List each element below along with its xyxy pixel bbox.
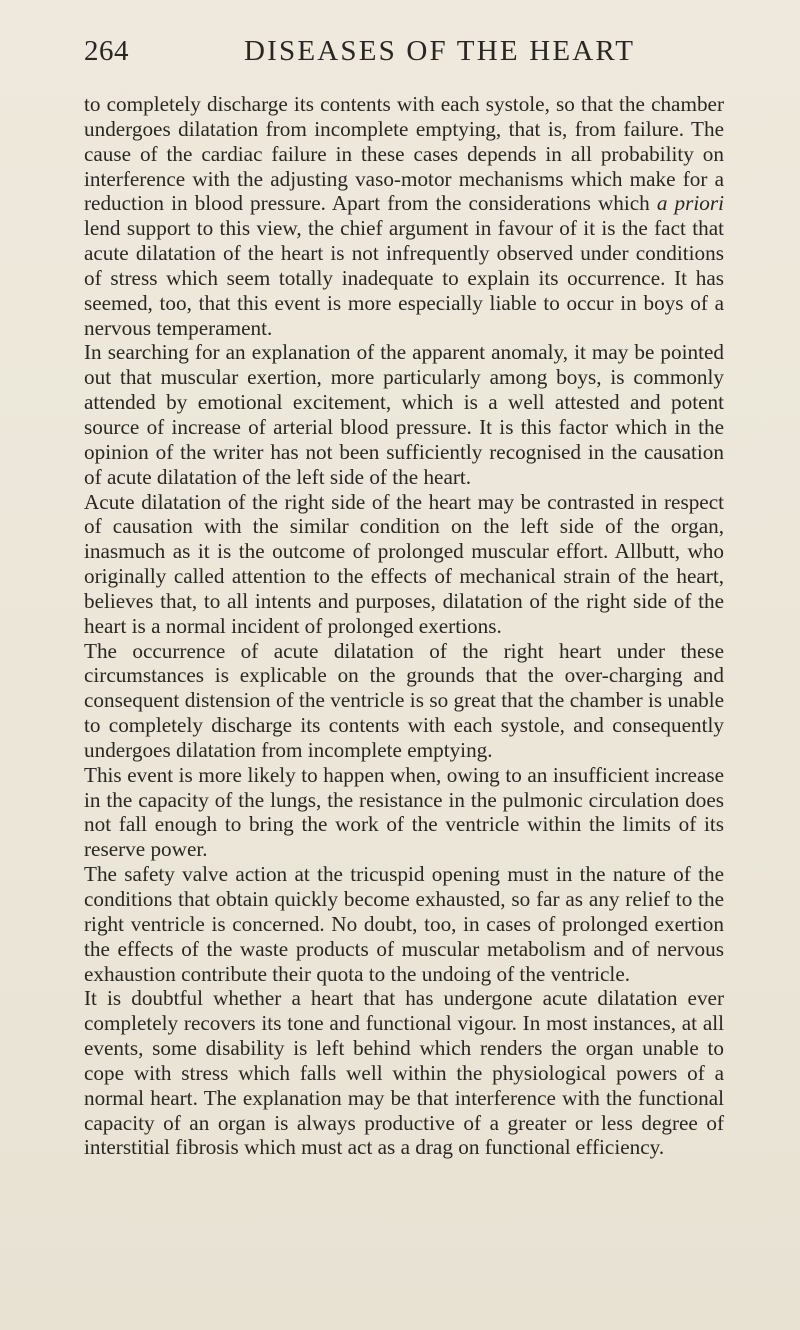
paragraph-3: Acute dilatation of the right side of the heart may be contrasted in respect of causation with the similar condition on the left side of the organ, inasmuch as it is the outcome of prolonged muscular effort. Allbutt, who originally called attention to the effects of mechanical strain of the heart, believes that, to all intents and purposes, dilatation of the right side of the heart is a normal incident of prolonged exertions.	[84, 489, 724, 638]
paragraph-2: In searching for an explanation of the apparent anomaly, it may be pointed out that muscular exertion, more particularly among boys, is commonly attended by emotional excitement, which is a well attested and potent source of increase of arterial blood pressure. It is this factor which in the opinion of the writer has not been sufficiently recognised in the causation of acute dilatation of the left side of the heart.	[84, 340, 724, 489]
paragraph-1	[84, 92, 724, 340]
paragraph-1-text-before: to completely discharge its contents with each systole, so that the chamber undergoes dilatation from incomplete emptying, that is, from failure. The cause of the cardiac failure in these cases depends in all probability on interference with the adjusting vaso-motor mechanisms which make for a reduction in blood pressure. Apart from the considerations which	[84, 92, 724, 216]
paragraph-4: The occurrence of acute dilatation of the right heart under these circumstances is explicable on the grounds that the over-charging and consequent distension of the ventricle is so great that the chamber is unable to completely discharge its contents with each systole, and consequently undergoes dilatation from incomplete emptying.	[84, 638, 724, 762]
page-header	[84, 34, 724, 74]
body-text	[84, 92, 724, 1160]
page-number: 264	[84, 35, 129, 67]
paragraph-7: It is doubtful whether a heart that has undergone acute dilatation ever completely recovers its tone and functional vigour. In most instances, at all events, some disability is left behind which renders the organ unable to cope with stress which falls well within the physiological powers of a normal heart. The explanation may be that interference with the functional capacity of an organ is always productive of a greater or less degree of interstitial fibrosis which must act as a drag on functional efficiency.	[84, 986, 724, 1160]
paragraph-6: The safety valve action at the tricuspid opening must in the nature of the conditions that obtain quickly become exhausted, so far as any relief to the right ventricle is concerned. No doubt, too, in cases of prolonged exertion the effects of the waste products of muscular metabolism and of nervous exhaustion contribute their quota to the undoing of the ventricle.	[84, 862, 724, 986]
italic-phrase-a-priori: a priori	[656, 191, 724, 216]
running-title: DISEASES OF THE HEART	[244, 35, 636, 67]
paragraph-5: This event is more likely to happen when, owing to an insufficient increase in the capacity of the lungs, the resistance in the pulmonic circulation does not fall enough to bring the work of the ventricle within the limits of its reserve power.	[84, 762, 724, 862]
paragraph-1-text-after: lend support to this view, the chief argument in favour of it is the fact that acute dilatation of the heart is not infrequently observed under conditions of stress which seem totally inadequate to explain its occurrence. It has seemed, too, that this event is more especially liable to occur in boys of a nervous temperament.	[84, 216, 724, 340]
